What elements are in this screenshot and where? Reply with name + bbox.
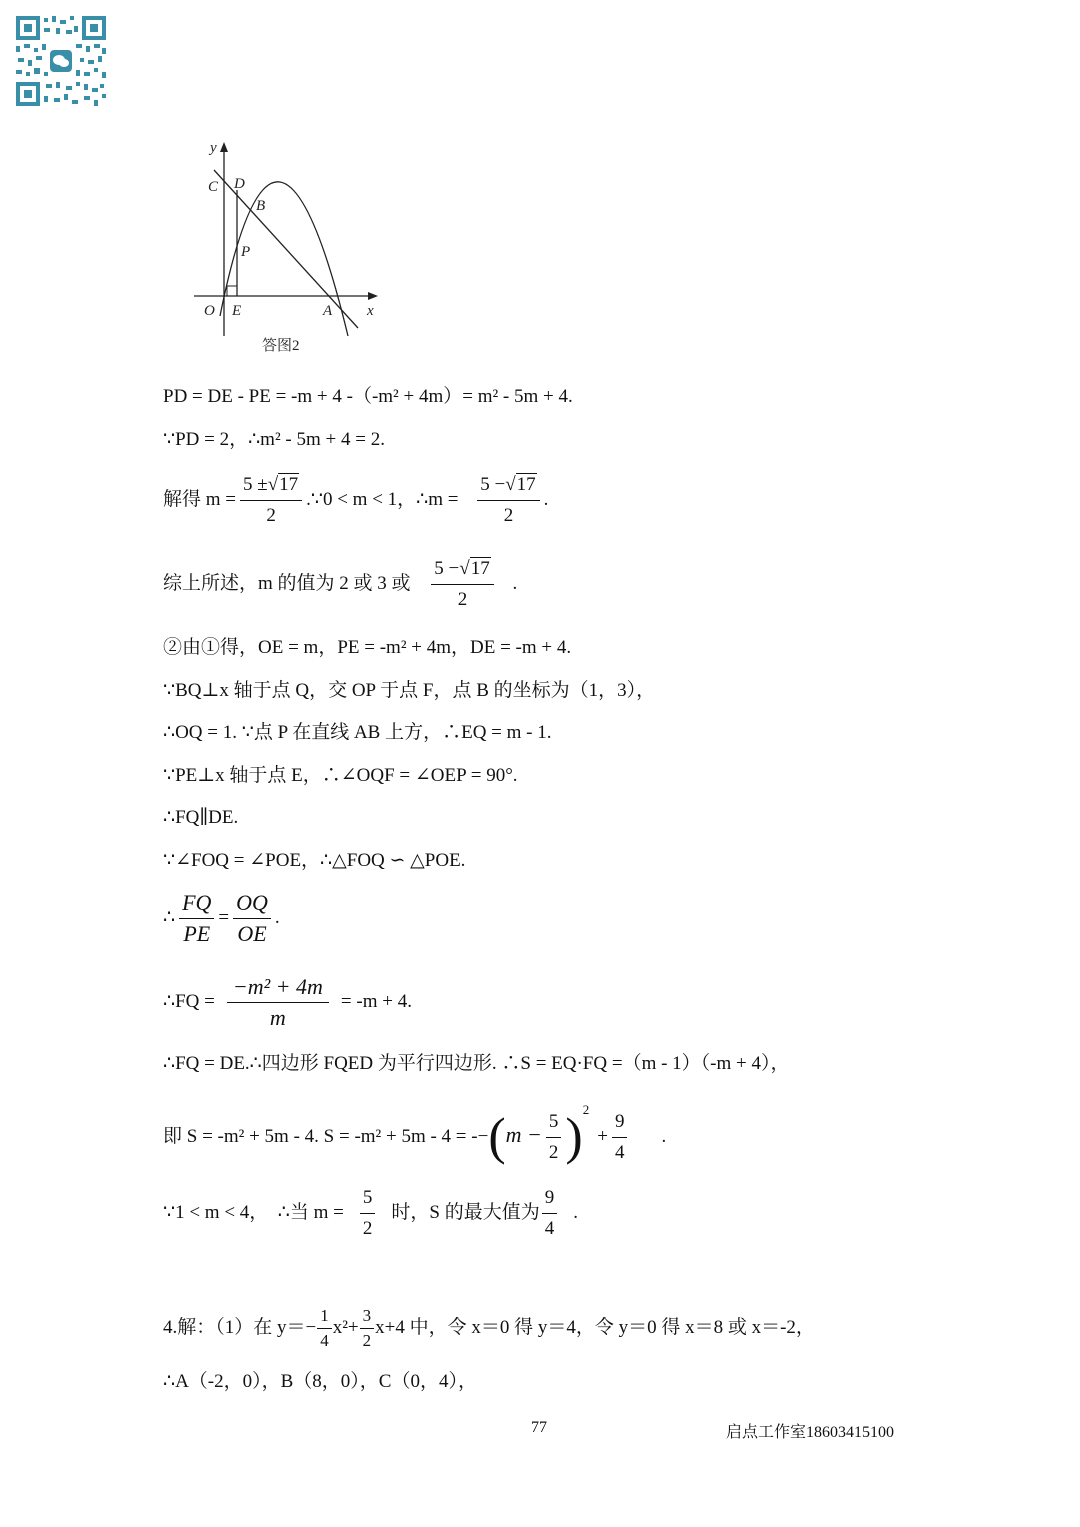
- solution-line-15: [163, 1183, 578, 1244]
- problem-4-line-1: [163, 1304, 815, 1353]
- text-fragment: 2: [548, 1142, 559, 1164]
- text-fragment: 即 S = -m² + 5m - 4. S = -m² + 5m - 4 = -−: [163, 1126, 489, 1147]
- solution-line-2: ∵PD = 2，∴m² - 5m + 4 = 2.: [163, 429, 385, 450]
- text-fragment: =: [218, 906, 230, 928]
- solution-line-5: ②由①得，OE = m，PE = -m² + 4m，DE = -m + 4.: [163, 637, 572, 658]
- text-fragment: FQ: [179, 888, 214, 919]
- solution-line-10: ∵∠FOQ = ∠POE，∴△FOQ ∽ △POE.: [163, 850, 466, 871]
- solution-line-13: ∴FQ = DE.∴四边形 FQED 为平行四边形. ∴S = EQ·FQ =（m - 1）（-m + 4），: [163, 1053, 790, 1074]
- label-x: x: [367, 303, 374, 319]
- solution-line-6: ∵BQ⊥x 轴于点 Q，交 OP 于点 F，点 B 的坐标为（1，3），: [163, 680, 656, 701]
- text-fragment: ∴: [163, 906, 176, 928]
- text-fragment: 5 −: [480, 474, 506, 495]
- text-fragment: 2: [362, 1331, 372, 1350]
- label-p: P: [241, 244, 251, 260]
- text-fragment: 17: [279, 474, 299, 495]
- solution-line-4: [163, 554, 517, 615]
- text-fragment: .: [274, 906, 280, 928]
- text-fragment: x²+: [332, 1316, 359, 1338]
- text-fragment: 1: [317, 1304, 332, 1329]
- solution-line-7: ∴OQ = 1. ∵点 P 在直线 AB 上方，∴EQ = m - 1.: [163, 722, 552, 743]
- text-fragment: 解得 m =: [163, 488, 236, 510]
- text-fragment: 综上所述，m 的值为 2 或 3 或: [163, 572, 411, 594]
- text-fragment: 时，S 的最大值为: [391, 1201, 540, 1223]
- solution-line-8: ∵PE⊥x 轴于点 E，∴∠OQF = ∠OEP = 90°.: [163, 765, 518, 786]
- text-fragment: 5: [360, 1183, 376, 1214]
- text-fragment: OQ: [233, 888, 271, 919]
- text-fragment: 17: [470, 558, 490, 579]
- fraction-pm-root: $\frac{5 \pm√17}{2}$: [240, 470, 302, 531]
- text-fragment: 4: [614, 1142, 625, 1164]
- parabola-figure: [190, 138, 390, 358]
- text-fragment: .: [573, 1201, 578, 1223]
- text-fragment: 2: [503, 505, 514, 526]
- text-fragment: .∵0 < m < 1，∴m =: [306, 488, 459, 510]
- text-fragment: OE: [237, 921, 267, 946]
- text-fragment: = -m + 4.: [340, 990, 412, 1012]
- label-e: E: [232, 303, 242, 319]
- text-fragment: 3: [360, 1304, 375, 1329]
- text-fragment: −m² + 4m: [227, 972, 329, 1003]
- solution-line-12: [163, 972, 412, 1033]
- text-fragment: 2: [266, 505, 276, 526]
- text-fragment: .: [661, 1126, 667, 1147]
- text-fragment: 9: [542, 1183, 558, 1214]
- label-a: A: [323, 303, 333, 319]
- text-fragment: 4.解：（1）在 y＝−: [163, 1316, 317, 1338]
- solution-line-3: [163, 470, 548, 531]
- text-fragment: 5: [546, 1107, 562, 1138]
- label-b: B: [256, 198, 266, 214]
- footer-studio: 启点工作室18603415100: [726, 1424, 895, 1441]
- problem-4-line-2: ∴A（-2，0），B（8，0），C（0，4），: [163, 1371, 477, 1392]
- solution-line-1: PD = DE - PE = -m + 4 -（-m² + 4m）= m² - 5m + 4.: [163, 386, 573, 407]
- text-fragment: .: [543, 488, 549, 510]
- text-fragment: 9: [612, 1107, 628, 1138]
- text-fragment: 2: [362, 1218, 373, 1239]
- text-fragment: 5 ±: [243, 474, 268, 495]
- label-d: D: [234, 176, 245, 192]
- text-fragment: m: [269, 1005, 286, 1030]
- text-fragment: x+4 中，令 x＝0 得 y＝4，令 y＝0 得 x＝8 或 x＝-2，: [375, 1316, 815, 1338]
- text-fragment: 4: [544, 1218, 555, 1239]
- text-fragment: ∵1 < m < 4， ∴当 m =: [163, 1201, 344, 1223]
- text-fragment: 2: [457, 589, 468, 610]
- text-fragment: 2: [582, 1102, 590, 1117]
- label-y: y: [210, 140, 217, 156]
- solution-line-11: [163, 888, 280, 949]
- text-fragment: m −: [505, 1122, 542, 1147]
- qr-code-image: [14, 14, 108, 108]
- text-fragment: 4: [320, 1331, 329, 1350]
- page-number: 77: [531, 1419, 547, 1436]
- text-fragment: .: [512, 572, 518, 594]
- figure-caption: 答图2: [262, 338, 300, 354]
- text-fragment: 17: [516, 474, 536, 495]
- text-fragment: +: [597, 1126, 608, 1147]
- text-fragment: ∴FQ =: [163, 990, 215, 1012]
- text-fragment: 5 −: [434, 558, 460, 579]
- solution-line-14: 即 S = -m² + 5m - 4. S = -m² + 5m - 4 = -−(m − $\frac{5}{2}$ )$^2$+ $\frac{9}{4}$ .: [163, 1098, 666, 1168]
- text-fragment: PE: [183, 921, 211, 946]
- label-o: O: [204, 303, 215, 319]
- fraction-minus-root: $\frac{5 -√17}{2}$: [477, 470, 539, 531]
- solution-line-9: ∴FQ∥DE.: [163, 807, 239, 828]
- fraction-minus-root-2: $\frac{5 -√17}{2}$: [431, 554, 493, 615]
- label-c: C: [208, 179, 219, 195]
